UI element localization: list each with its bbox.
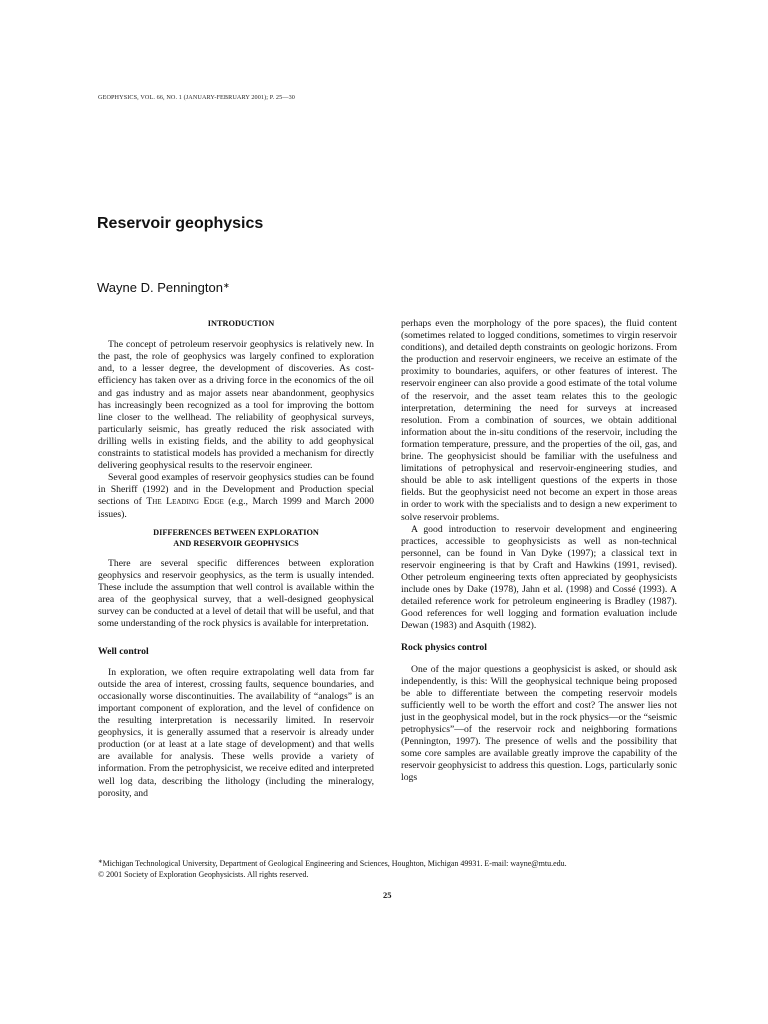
introduction-paragraph-2 [98, 472, 374, 520]
right-paragraph-2: A good introduction to reservoir development and engineering practices, accessible to geophysicists as well as non-technical personnel, can be found in Van Dyke (1997); a classical text in reservoir engineering is that by Craft and Hawkins (1991, revised). Other petroleum engineering texts often appreciated by geophysicists include ones by Dake (1978), Jahn et al. (1998) and Cossé (1993). A detailed reference work for petroleum engineering is Bradley (1987). Good references for well logging and formation evaluation include Dewan (1983) and Asquith (1982). [401, 523, 677, 632]
differences-heading [98, 527, 374, 549]
right-paragraph-1: perhaps even the morphology of the pore spaces), the fluid content (sometimes related to logged conditions, sometimes to virgin reservoir conditions), and detailed depth constraints on geologic horizons. From the production and reservoir engineers, we receive an estimate of the proximity to boundaries, aquifers, or other features of interest. The reservoir engineer can also provide a good estimate of the total volume of the reservoir, and the asset team relates this to the geologic interpretation, determining the need for surveys at increased resolution. From a combination of sources, we obtain additional information about the in-situ conditions of the reservoir, including the formation temperature, pressure, and the properties of the oil, gas, and brine. The geophysicist should be familiar with the usefulness and limitations of petrophysical and reservoir-engineering studies, and should be able to ask intelligent questions of the experts in those fields. But the geophysicist need not become an expert in those areas in order to work with the specialists and to design a new experiment to solve reservoir problems. [401, 318, 677, 523]
differences-heading-line-1: DIFFERENCES BETWEEN EXPLORATION [153, 527, 319, 537]
article-title: Reservoir geophysics [97, 215, 264, 232]
right-column [401, 318, 677, 784]
author-line [97, 280, 230, 295]
differences-heading-line-2: AND RESERVOIR GEOPHYSICS [173, 538, 299, 548]
well-control-heading: Well control [98, 645, 149, 657]
footnote [98, 857, 678, 881]
footnote-mark: ∗ [98, 859, 103, 865]
introduction-paragraph-1: The concept of petroleum reservoir geophysics is relatively new. In the past, the role of geophysics was largely confined to exploration and, to a lesser degree, the development of discoveries. As cost-efficiency has taken over as a driving force in the economics of the oil and gas industry and as major assets near abandonment, geophysics has increasingly been recognized as a tool for improving the bottom line closer to the wellhead. The reliability of geophysical surveys, particularly seismic, has greatly reduced the risk associated with drilling wells in existing fields, and the ability to add geophysical constraints to statistical models has provided a mechanism for directly delivering geophysical results to the reservoir engineer. [98, 339, 374, 472]
intro-p2-text-a: Several good examples of reservoir geophysics studies can be found in Sheriff (1992) and in the Development and Production special sections of [98, 472, 374, 508]
introduction-heading: INTRODUCTION [207, 319, 275, 328]
rock-physics-paragraph: One of the major questions a geophysicist is asked, or should ask independently, is this: Will the geophysical technique being proposed be able to differentiate between the competing reservoir models sufficiently well to be worth the effort and cost? The answer lies not just in the geophysical model, but in the rock physics—or the “seismic petrophysics”—of the reservoir rock and neighboring formations (Pennington, 1997). The presence of wells and the possibility that some core samples are available greatly improve the capability of the reservoir geophysicist to address this question. Logs, particularly sonic logs [401, 663, 677, 784]
footnote-affiliation-line [98, 857, 678, 869]
well-control-paragraph: In exploration, we often require extrapolating well data from far outside the area of interest, crossing faults, sequence boundaries, and occasionally worse discontinuities. The availability of “analogs” is an important component of exploration, and the level of confidence on the resulting interpretation is necessarily limited. In reservoir geophysics, it is generally assumed that a reservoir is already under production (or at least at a late stage of development) and that wells are available for analysis. These wells provide a variety of information. From the petrophysicist, we receive edited and interpreted well log data, describing the lithology (including the mineralogy, porosity, and [98, 666, 375, 799]
differences-paragraph: There are several specific differences between exploration geophysics and reservoir geophysics, as the term is usually intended. These include the assumption that well control is available within the area of the geophysical survey, that a well-designed geophysical survey can be conducted at a level of detail that will be useful, and that some understanding of the rock physics is available for interpretation. [98, 558, 374, 630]
intro-p2-text-b: (e.g., March 1999 and March 2000 issues). [98, 496, 374, 520]
page-number: 25 [383, 890, 392, 900]
author-footnote-mark: ∗ [222, 281, 230, 290]
journal-name: The Leading Edge [146, 496, 224, 508]
rock-physics-heading: Rock physics control [401, 642, 487, 654]
running-head: GEOPHYSICS, VOL. 66, NO. 1 (JANUARY-FEBRUARY 2001); P. 25—30 [98, 94, 295, 101]
author-name: Wayne D. Pennington [97, 280, 223, 295]
footnote-copyright: © 2001 Society of Exploration Geophysicists. All rights reserved. [98, 870, 309, 880]
left-column [98, 318, 374, 800]
footnote-affiliation: Michigan Technological University, Department of Geological Engineering and Sciences, Houghton, Michigan 49931. E-mail: wayne@mtu.edu. [102, 859, 567, 868]
